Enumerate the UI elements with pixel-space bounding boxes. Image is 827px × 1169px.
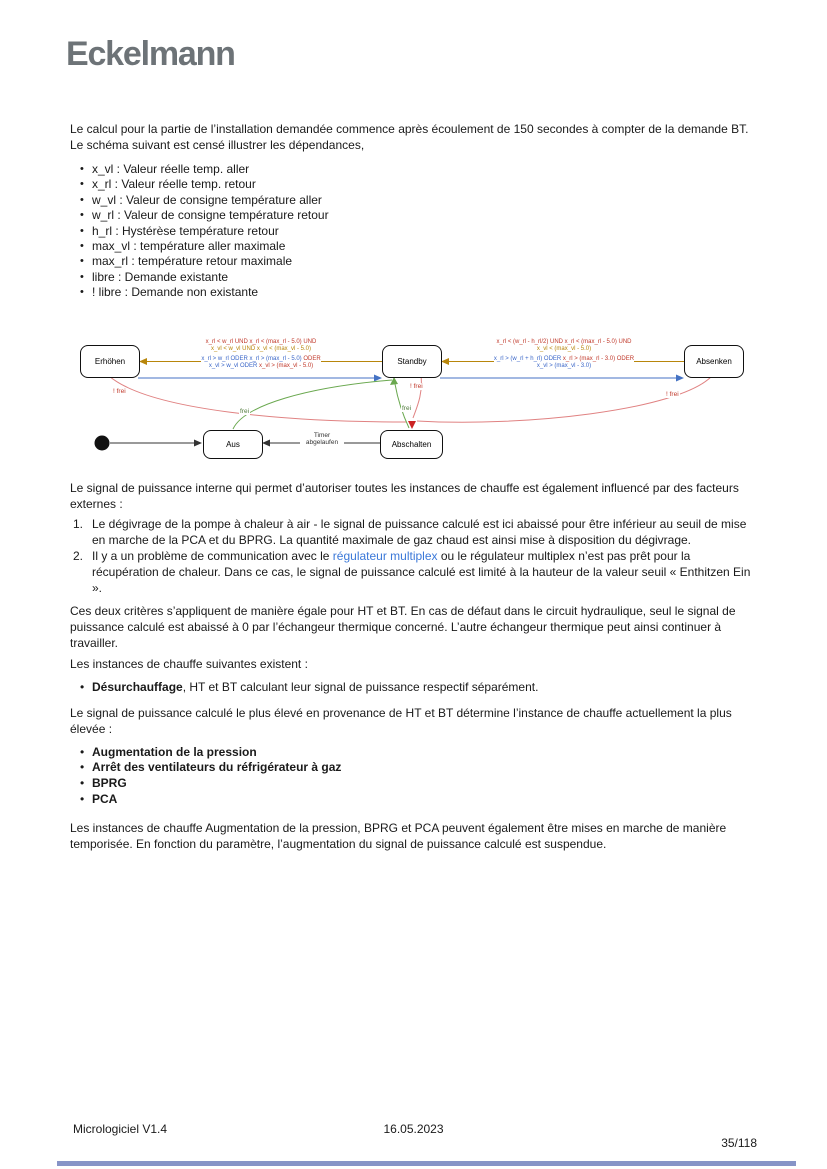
criteria-paragraph: Ces deux critères s’appliquent de manière égale pour HT et BT. En cas de défaut dans le circuit hydraulique, seul le signal de puissance calculé est abaissé à 0 par l’échangeur thermique concerné. L’autre échangeur thermique peut ainsi continuer à travailler. — [70, 603, 736, 650]
heat-instances-list — [70, 745, 760, 808]
condition-absenken-to-standby-line2: x_vl < (max_vl - 5.0) — [536, 345, 592, 352]
list-item: • w_vl : Valeur de consigne température aller — [70, 193, 760, 208]
list-number: 1. — [73, 516, 84, 531]
bottom-scroll-bar[interactable] — [57, 1161, 796, 1166]
free-label-aus: frei — [240, 407, 250, 415]
upper-text-block — [70, 121, 760, 301]
condition-erhoehen-to-standby-line1: x_rl > w_rl ODER x_rl > (max_rl - 5.0) ODER — [201, 355, 321, 362]
external-factors-list — [70, 516, 760, 596]
list-item — [70, 516, 760, 548]
page-footer — [0, 1122, 827, 1150]
footer-date: 16.05.2023 — [383, 1122, 444, 1136]
intro-paragraph: Le calcul pour la partie de l’installation demandée commence après écoulement de 150 secondes à compter de la demande BT. Le schéma suivant est censé illustrer les dépendances, — [70, 122, 749, 152]
not-free-label-mid: ! frei — [410, 382, 423, 390]
variables-list — [70, 162, 760, 301]
list-item: • max_rl : température retour maximale — [70, 254, 760, 269]
list-item: • PCA — [70, 792, 760, 808]
list-item-text: Il y a un problème de communication avec le régulateur multiplex ou le régulateur multiplex n’est pas prêt pour la récupération de chaleur. Dans ce cas, le signal de puissance calculé est limité à la hauteur de la valeur seuil « Enthitzen Ein ». — [92, 548, 751, 595]
state-box-standby: Standby — [382, 345, 442, 378]
state-box-erhoehen: Erhöhen — [80, 345, 140, 378]
list-item: • x_rl : Valeur réelle temp. retour — [70, 177, 760, 192]
state-box-abschalten: Abschalten — [380, 430, 443, 459]
not-free-label-right: ! frei — [666, 390, 679, 398]
list-item: • Augmentation de la pression — [70, 745, 760, 761]
state-machine-diagram — [0, 334, 827, 464]
instances-intro-paragraph: Les instances de chauffe suivantes existent : — [70, 656, 308, 671]
list-item: • x_vl : Valeur réelle temp. aller — [70, 162, 760, 177]
condition-standby-to-absenken-line1: x_rl > (w_rl + h_rl) ODER x_rl > (max_rl - 3.0) ODER — [493, 355, 635, 362]
list-item: • Arrêt des ventilateurs du réfrigérateur à gaz — [70, 760, 760, 776]
highest-signal-paragraph: Le signal de puissance calculé le plus élevé en provenance de HT et BT détermine l’instance de chauffe actuellement la plus élevée : — [70, 705, 732, 736]
timed-start-paragraph: Les instances de chauffe Augmentation de la pression, BPRG et PCA peuvent également être mises en marche de manière temporisée. En fonction du paramètre, l’augmentation du signal de puissance calculé est suspendue. — [70, 821, 727, 852]
lower-text-block — [70, 480, 760, 853]
list-item — [70, 548, 760, 596]
list-item: • libre : Demande existante — [70, 270, 760, 285]
multiplex-link[interactable]: régulateur multiplex — [332, 548, 438, 563]
list-item: • max_vl : température aller maximale — [70, 239, 760, 254]
initial-state-dot — [95, 435, 110, 450]
timer-expired-line2: abgelaufen — [305, 438, 339, 446]
power-signal-paragraph: Le signal de puissance interne qui permet d’autoriser toutes les instances de chauffe est également influencé par des facteurs externes : — [70, 480, 739, 511]
list-item-text: Le dégivrage de la pompe à chaleur à air - le signal de puissance calculé est ici abaissé pour être inférieur au seuil de mise en marche de la PCA et du BPRG. La quantité maximale de gaz chaud est ainsi mise à disposition du dégivrage. — [92, 516, 747, 547]
timer-expired-label — [300, 432, 344, 446]
free-label-abschalten: frei — [402, 404, 412, 412]
footer-version: Micrologiciel V1.4 — [73, 1122, 168, 1136]
list-item: • ! libre : Demande non existante — [70, 285, 760, 300]
condition-erhoehen-to-standby-line2: x_vl > w_vl ODER x_vl > (max_vl - 5.0) — [208, 362, 314, 369]
condition-standby-to-erhoehen-line2: x_vl < w_vl UND x_vl < (max_vl - 5.0) — [210, 345, 312, 352]
state-box-aus: Aus — [203, 430, 263, 459]
bold-text: Désurchauffage — [92, 679, 183, 694]
list-item: • w_rl : Valeur de consigne température retour — [70, 208, 760, 223]
eckelmann-logo: Eckelmann — [66, 35, 235, 73]
list-item: • BPRG — [70, 776, 760, 792]
condition-standby-to-absenken-line2: x_vl > (max_vl - 3.0) — [536, 362, 592, 369]
condition-standby-to-erhoehen-line1: x_rl < w_rl UND x_rl < (max_rl - 5.0) UND — [205, 338, 317, 345]
list-item: • h_rl : Hystérèse température retour — [70, 224, 760, 239]
state-box-absenken: Absenken — [684, 345, 744, 378]
list-number: 2. — [73, 548, 84, 563]
footer-page-number: 35/118 — [721, 1136, 757, 1150]
condition-absenken-to-standby-line1: x_rl < (w_rl - h_rl/2) UND x_rl < (max_rl - 5.0) UND — [496, 338, 632, 345]
desurchauffage-item: • Désurchauffage, HT et BT calculant leur signal de puissance respectif séparément. — [70, 679, 760, 695]
not-free-label-left: ! frei — [113, 387, 126, 395]
timer-expired-line1: Timer — [313, 431, 331, 439]
